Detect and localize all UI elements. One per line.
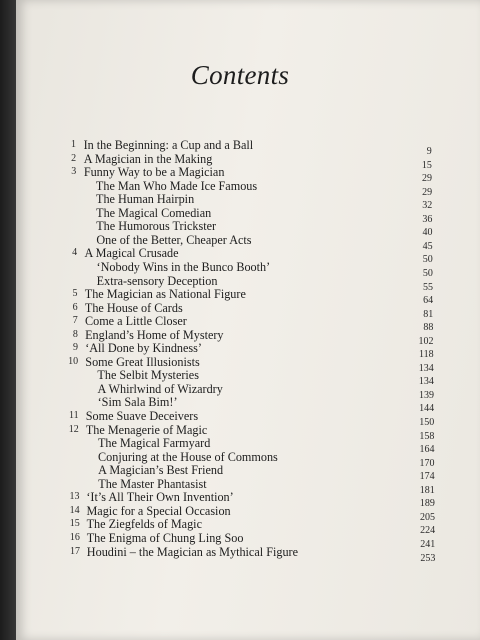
toc-entry-title: In the Beginning: a Cup and a Ball [83,138,254,152]
toc-chapter-number: 13 [69,491,80,503]
toc-page-number: 144 [419,403,435,415]
toc-entry-title: Magic for a Special Occasion [86,503,231,518]
toc-chapter-number: 16 [69,531,80,543]
toc-entry-title: ‘Nobody Wins in the Bunco Booth’ [96,259,271,274]
toc-entry-title: ‘It’s All Their Own Invention’ [86,490,234,505]
toc-chapter-number: 4 [72,247,78,259]
toc-entry-title: A Magical Crusade [84,246,179,261]
toc-page-number: 32 [422,200,433,212]
toc-chapter-number: 1 [71,139,76,150]
toc-entry-title: The House of Cards [84,300,183,315]
toc-entry-title: Funny Way to be a Magician [83,165,225,180]
toc-page-number: 50 [422,254,433,266]
toc-entry-title: A Magician’s Best Friend [98,463,224,478]
toc-chapter-number: 8 [72,328,78,340]
toc-chapter-number: 14 [69,504,80,516]
toc-entry-title: The Master Phantasist [98,476,207,491]
toc-chapter-number: 9 [73,342,78,354]
toc-chapter-number: 7 [72,315,78,327]
toc-entry-title: The Menagerie of Magic [85,422,208,437]
toc-entry-title: Extra-sensory Deception [96,273,218,288]
toc-entry-title: England’s Home of Mystery [85,327,224,342]
toc-chapter-number: 11 [69,410,79,421]
toc-entry-title: Conjuring at the House of Commons [98,449,278,464]
toc-chapter-number: 15 [69,518,80,530]
toc-page-number: 170 [419,457,435,469]
toc-page-number: 205 [420,511,436,523]
toc-page-number: 189 [419,498,435,510]
toc-page-number: 88 [423,322,434,334]
toc-entry-title: The Magician as National Figure [84,287,246,302]
toc-entry-title: A Magician in the Making [83,151,213,166]
toc-chapter-number: 6 [72,301,78,313]
toc-page-number: 241 [420,538,436,550]
toc-page-number: 81 [423,308,434,320]
toc-page-number: 64 [423,295,434,307]
toc-entry-title: The Man Who Made Ice Famous [95,178,258,193]
toc-chapter-number: 10 [68,355,79,367]
toc-chapter-number: 12 [68,423,79,435]
toc-page-number: 29 [422,173,433,185]
toc-page-number: 50 [422,267,433,279]
toc-entry-title: Houdini – the Magician as Mythical Figure [86,544,299,559]
toc-page-number: 36 [422,213,433,225]
toc-entry-title: ‘All Done by Kindness’ [85,341,202,356]
toc-entry-title: Some Great Illusionists [85,354,200,369]
toc-entry-title: The Humorous Trickster [96,219,217,234]
toc-page-number: 15 [421,159,432,171]
toc-chapter-number: 3 [71,166,77,178]
toc-entry-title: The Ziegfelds of Magic [86,517,202,532]
toc-entry-title: Some Suave Deceivers [85,409,199,423]
toc-page-number: 253 [420,552,436,564]
toc-page-number: 45 [422,240,433,252]
toc-entry-title: The Magical Farmyard [97,436,211,451]
toc-page-number: 40 [422,227,433,239]
toc-page-number: 164 [419,444,435,456]
toc-chapter-number: 2 [71,152,77,164]
toc-chapter-number: 17 [70,545,80,557]
toc-entry-title: The Human Hairpin [96,192,195,207]
toc-entry-title: The Magical Comedian [96,205,212,220]
toc-entry-title: Come a Little Closer [84,314,187,329]
toc-entry-title: ‘Sim Sala Bim!’ [97,395,178,410]
toc-page-number: 29 [422,186,433,198]
toc-page-number: 102 [418,335,434,347]
toc-entry-title: The Selbit Mysteries [97,368,199,383]
page-title: Contents [190,60,290,90]
toc-page-number: 224 [420,525,436,537]
toc-page-number: 150 [419,417,435,428]
toc-page-number: 55 [423,281,433,293]
toc-page-number: 139 [418,389,434,401]
toc-page-number: 118 [418,349,434,361]
toc-page-number: 181 [419,484,435,496]
toc-entry-title: One of the Better, Cheaper Acts [96,232,252,247]
toc-page-number: 134 [418,376,434,388]
toc-page-number: 134 [418,362,434,374]
toc-entry-title: A Whirlwind of Wizardry [97,381,223,396]
toc-page-number: 158 [419,430,435,442]
toc-entry-title: The Enigma of Chung Ling Soo [86,530,244,545]
toc-chapter-number: 5 [72,288,78,300]
toc-page-number: 9 [426,146,432,157]
toc-page-number: 174 [419,471,435,483]
